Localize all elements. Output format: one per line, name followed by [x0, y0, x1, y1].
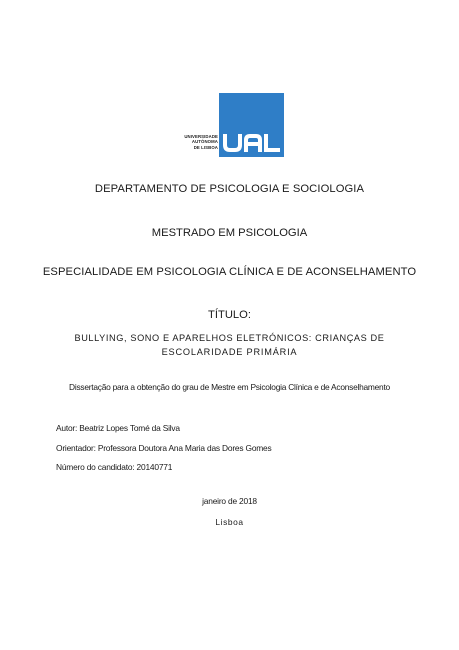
city-line: Lisboa [215, 517, 244, 527]
logo-text-line3: DE LISBOA [193, 144, 218, 150]
ual-logo-icon [219, 93, 284, 157]
date-line: janeiro de 2018 [202, 496, 257, 506]
title-label: TÍTULO: [208, 309, 251, 321]
advisor-line: Orientador: Professora Doutora Ana Maria das Dores Gomes [56, 443, 272, 453]
author-line: Autor: Beatriz Lopes Tomé da Silva [56, 423, 180, 433]
university-logo [176, 93, 284, 157]
candidate-number-line: Número do candidato: 20140771 [56, 462, 173, 472]
masters-heading: MESTRADO EM PSICOLOGIA [151, 227, 308, 239]
logo-text-line2: AUTÓNOMA [191, 139, 218, 145]
university-name [176, 134, 218, 150]
logo-text-line1: UNIVERSIDADE [184, 134, 218, 139]
department-heading: DEPARTAMENTO DE PSICOLOGIA E SOCIOLOGIA [94, 183, 365, 195]
thesis-title-line1: BULLYING, SONO E APARELHOS ELETRÓNICOS: CRIANÇAS DE [74, 333, 385, 343]
specialty-heading: ESPECIALIDADE EM PSICOLOGIA CLÍNICA E DE ACONSELHAMENTO [42, 266, 417, 278]
thesis-title-line2: ESCOLARIDADE PRIMÁRIA [161, 347, 298, 357]
dissertation-statement: Dissertação para a obtenção do grau de Mestre em Psicologia Clínica e de Aconselhamento [69, 382, 390, 392]
